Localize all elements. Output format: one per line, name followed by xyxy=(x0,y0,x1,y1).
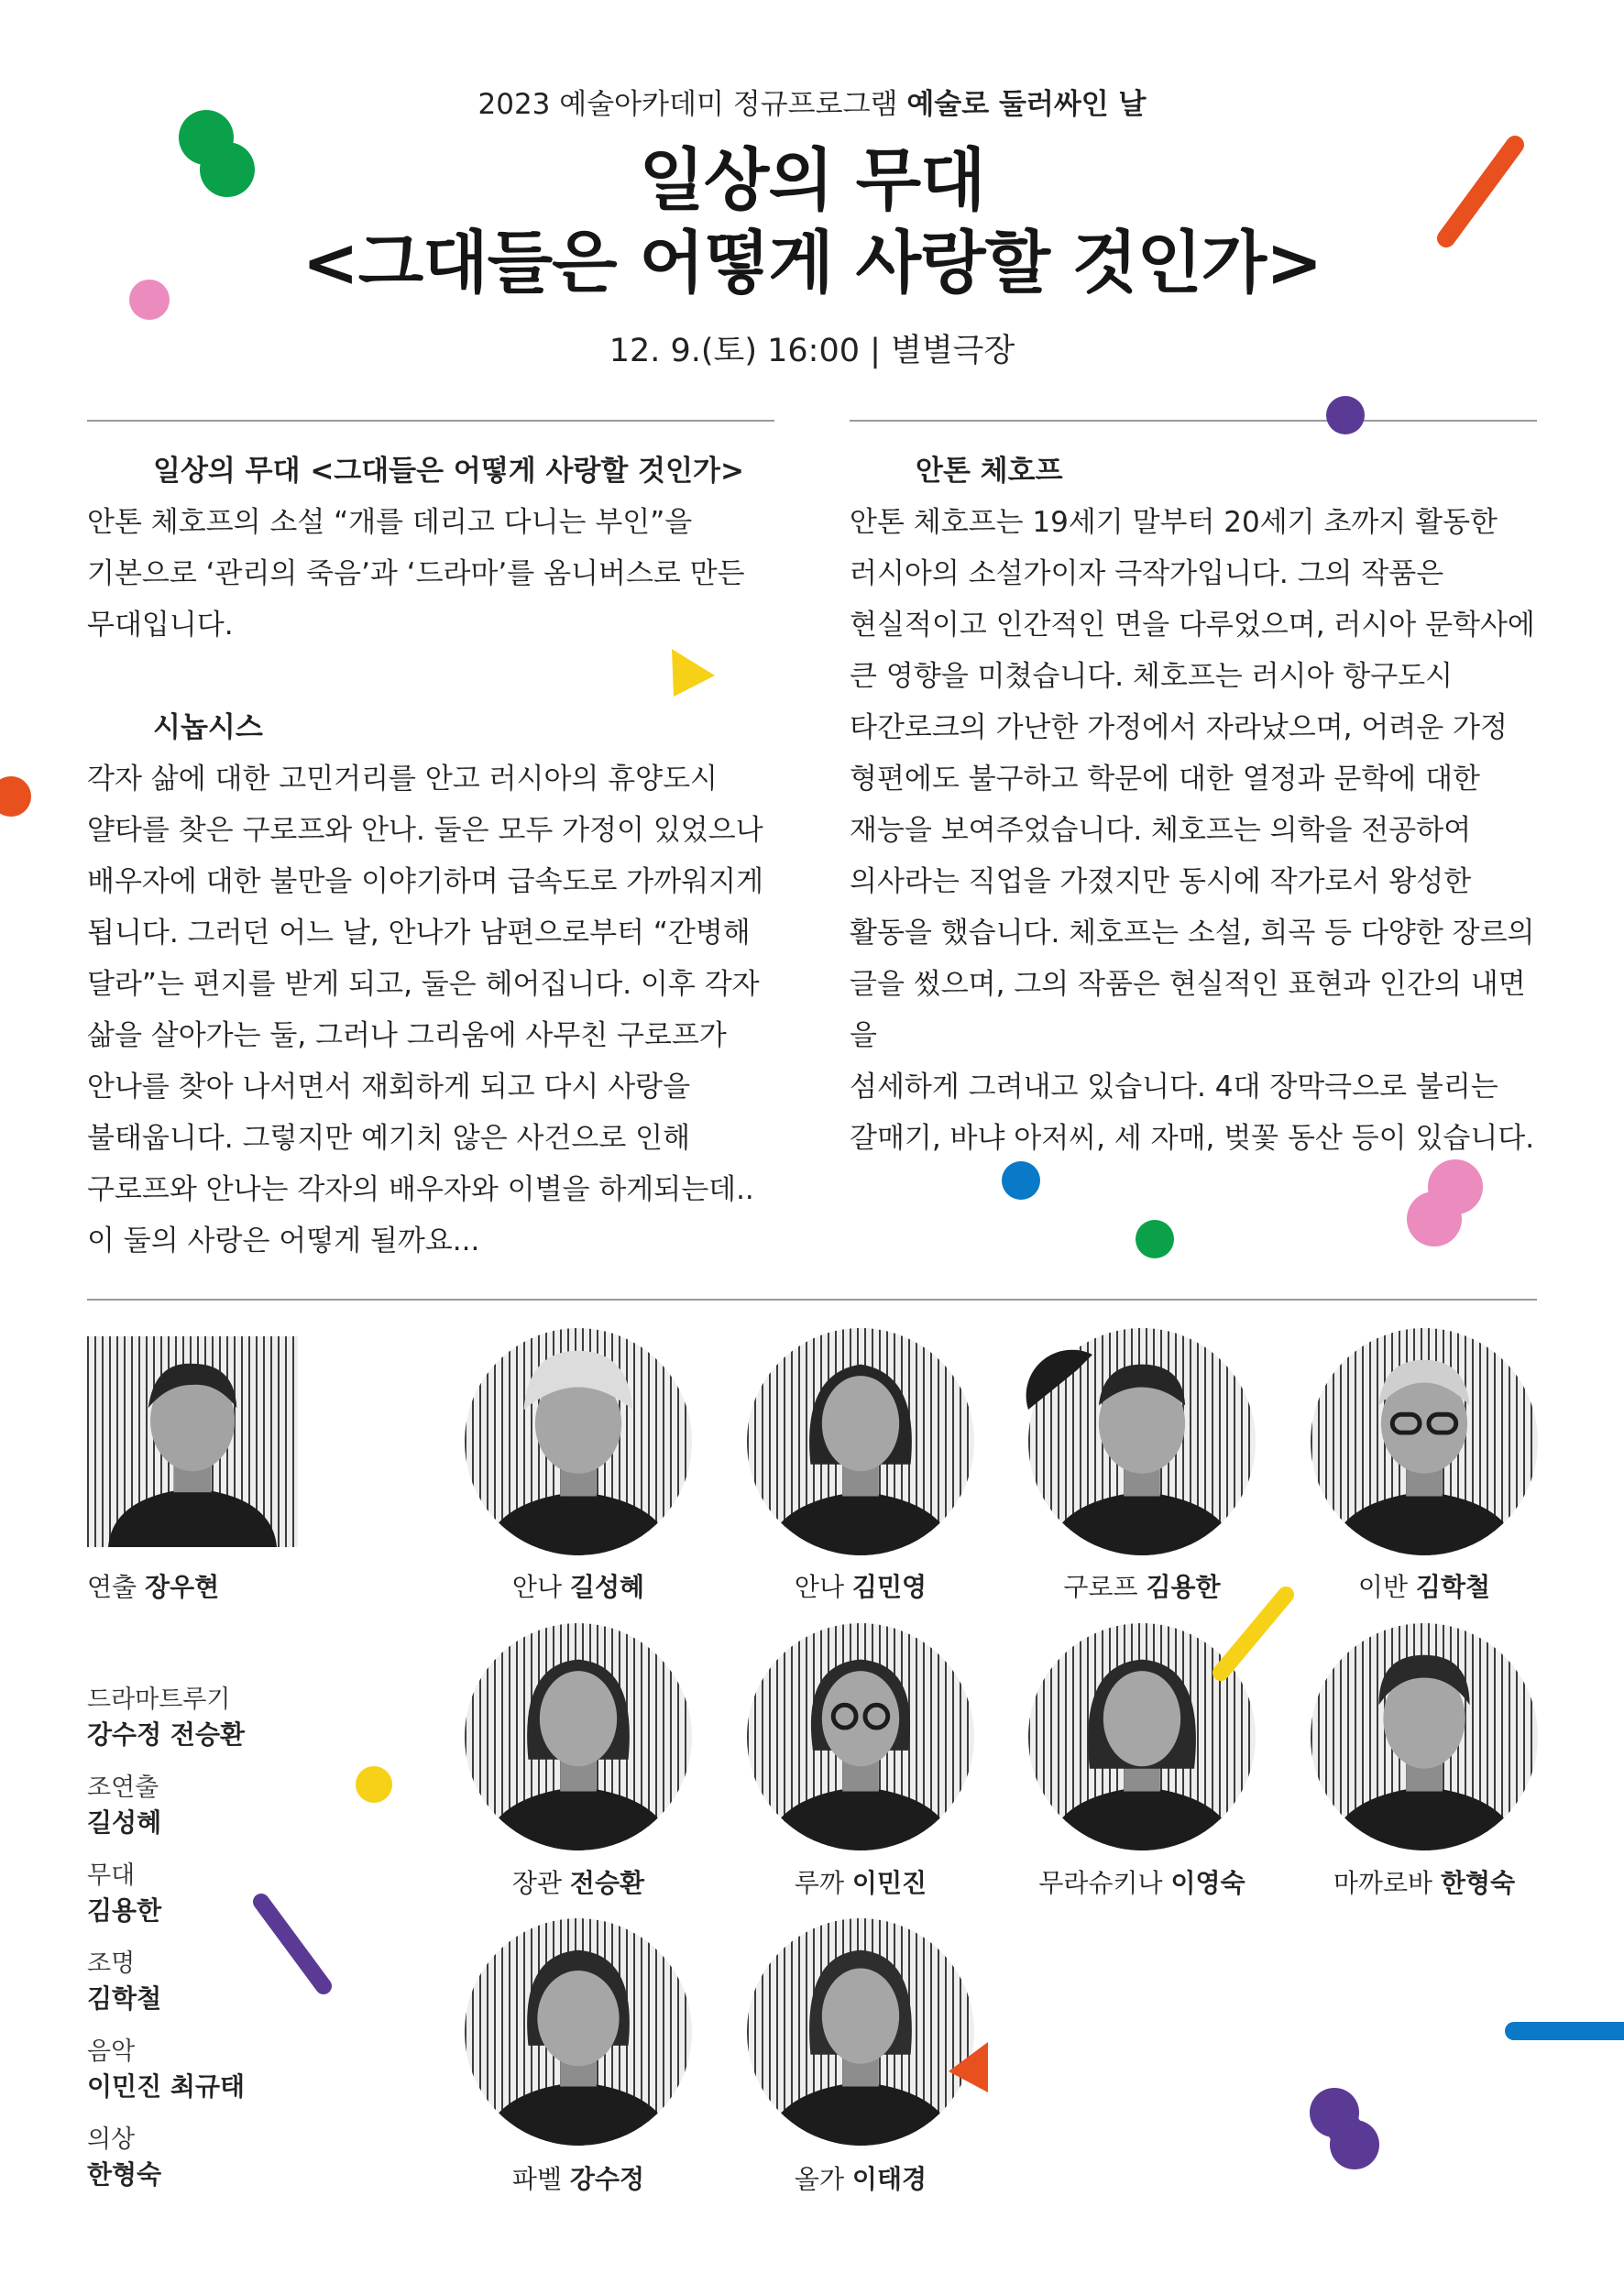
chekhov-line: 재능을 보여주었습니다. 체호프는 의학을 전공하여 xyxy=(850,814,1472,847)
credit-role: 무대 xyxy=(87,1861,136,1890)
cast-photo xyxy=(747,1623,974,1850)
right-column xyxy=(850,445,1546,1164)
credit-role: 조연출 xyxy=(87,1773,159,1802)
cast-caption: 장관 전승환 xyxy=(511,1868,645,1898)
credit-role: 조명 xyxy=(87,1949,136,1978)
yellow-dot-shape xyxy=(356,1766,392,1803)
synopsis-line: 얄타를 찾은 구로프와 안나. 둘은 모두 가정이 있었으나 xyxy=(87,814,763,847)
credit-names: 한형숙 xyxy=(87,2159,162,2190)
cast-caption: 구로프 김용한 xyxy=(1063,1572,1221,1602)
person-silhouette-icon xyxy=(465,1623,692,1850)
chekhov-line: 타간로크의 가난한 가정에서 자라났으며, 어려운 가정 xyxy=(850,711,1508,744)
cast-caption: 이반 김학철 xyxy=(1357,1572,1491,1602)
chekhov-line: 글을 썼으며, 그의 작품은 현실적인 표현과 인간의 내면을 xyxy=(850,968,1526,1052)
synopsis-heading: 시놉시스 xyxy=(153,711,263,744)
cast-photo xyxy=(465,1918,692,2146)
person-silhouette-icon xyxy=(1311,1328,1538,1555)
divider-left xyxy=(87,420,774,422)
director-caption xyxy=(87,1567,219,1604)
credit-role: 드라마트루기 xyxy=(87,1686,231,1714)
cast-caption: 파벨 강수정 xyxy=(511,2164,645,2194)
blue-dot-shape xyxy=(1002,1161,1040,1200)
cast-photo xyxy=(1311,1328,1538,1555)
cast-caption: 무라슈키나 이영숙 xyxy=(1038,1868,1245,1898)
chekhov-line: 큰 영향을 미쳤습니다. 체호프는 러시아 항구도시 xyxy=(850,660,1454,693)
title-line-1: 일상의 무대 xyxy=(639,141,985,220)
title-line-2: <그대들은 어떻게 사랑할 것인가> xyxy=(302,224,1322,302)
pink-blob-shape xyxy=(1407,1159,1483,1246)
intro-line: 무대입니다. xyxy=(87,609,234,642)
credit-role: 의상 xyxy=(87,2125,136,2154)
chekhov-line: 형편에도 불구하고 학문에 대한 열정과 문학에 대한 xyxy=(850,763,1480,796)
chekhov-line: 러시아의 소설가이자 극작가입니다. 그의 작품은 xyxy=(850,557,1444,590)
credit-names: 이민진 최규태 xyxy=(87,2071,246,2102)
director-photo xyxy=(87,1336,298,1547)
purple-stick-shape xyxy=(261,1902,324,1986)
person-silhouette-icon xyxy=(747,1918,974,2146)
credit-names: 김학철 xyxy=(87,1983,162,2014)
chekhov-line: 안톤 체호프는 19세기 말부터 20세기 초까지 활동한 xyxy=(850,506,1498,539)
cast-photo xyxy=(1028,1328,1256,1555)
director-role: 연출 xyxy=(87,1572,137,1602)
divider-right xyxy=(850,420,1537,422)
synopsis-line: 됩니다. 그러던 어느 날, 안나가 남편으로부터 “간병해 xyxy=(87,917,751,950)
cast-photo xyxy=(747,1918,974,2146)
synopsis-line: 구로프와 안나는 각자의 배우자와 이별을 하게되는데.. xyxy=(87,1173,754,1206)
cast-caption: 안나 길성혜 xyxy=(511,1572,645,1602)
cast-photo xyxy=(747,1328,974,1555)
chekhov-line: 갈매기, 바냐 아저씨, 세 자매, 벚꽃 동산 등이 있습니다. xyxy=(850,1122,1535,1155)
left-column xyxy=(87,445,784,1267)
cast-caption: 루까 이민진 xyxy=(794,1868,927,1898)
person-silhouette-icon xyxy=(1311,1623,1538,1850)
program-name: 2023 예술아카데미 정규프로그램 xyxy=(477,88,898,121)
intro-line: 기본으로 ‘관리의 죽음’과 ‘드라마’를 옴니버스로 만든 xyxy=(87,557,745,590)
program-series: 예술로 둘러싸인 날 xyxy=(906,88,1147,121)
purple-dot-shape xyxy=(1326,396,1365,434)
person-silhouette-icon xyxy=(1028,1623,1256,1850)
purple-blob-shape xyxy=(1310,2088,1379,2169)
cast-photo xyxy=(465,1623,692,1850)
chekhov-line: 의사라는 직업을 가졌지만 동시에 작가로서 왕성한 xyxy=(850,865,1472,898)
orange-dot-shape xyxy=(0,776,31,817)
cast-photo xyxy=(1311,1623,1538,1850)
chekhov-heading: 안톤 체호프 xyxy=(916,455,1063,488)
person-silhouette-icon xyxy=(465,1918,692,2146)
synopsis-line: 안나를 찾아 나서면서 재회하게 되고 다시 사랑을 xyxy=(87,1071,691,1104)
chekhov-line: 활동을 했습니다. 체호프는 소설, 희곡 등 다양한 장르의 xyxy=(850,917,1535,950)
event-subtitle xyxy=(0,81,1624,122)
chekhov-line: 섬세하게 그려내고 있습니다. 4대 장막극으로 불리는 xyxy=(850,1071,1498,1104)
cast-photo xyxy=(465,1328,692,1555)
synopsis-line: 삶을 살아가는 둘, 그러나 그리움에 사무친 구로프가 xyxy=(87,1019,727,1052)
credit-names: 강수정 전승환 xyxy=(87,1719,246,1750)
cast-caption: 올가 이태경 xyxy=(794,2164,927,2194)
synopsis-line: 배우자에 대한 불만을 이야기하며 급속도로 가까워지게 xyxy=(87,865,764,898)
divider-cast xyxy=(87,1299,1537,1301)
chekhov-line: 현실적이고 인간적인 면을 다루었으며, 러시아 문학사에 xyxy=(850,609,1535,642)
credits-list xyxy=(87,1683,245,2192)
synopsis-line: 각자 삶에 대한 고민거리를 안고 러시아의 휴양도시 xyxy=(87,763,718,796)
synopsis-line: 달라”는 편지를 받게 되고, 둘은 헤어집니다. 이후 각자 xyxy=(87,968,760,1001)
person-silhouette-icon xyxy=(465,1328,692,1555)
person-silhouette-icon xyxy=(87,1336,298,1547)
date-and-venue: 12. 9.(토) 16:00 | 별별극장 xyxy=(609,333,1015,369)
cast-caption: 안나 김민영 xyxy=(794,1572,927,1602)
green-dot-shape xyxy=(1136,1220,1174,1258)
cast-caption: 마까로바 한형숙 xyxy=(1333,1868,1516,1898)
credit-names: 길성혜 xyxy=(87,1807,162,1838)
person-silhouette-icon xyxy=(747,1328,974,1555)
credit-role: 음악 xyxy=(87,2037,136,2066)
person-silhouette-icon xyxy=(1028,1328,1256,1555)
synopsis-line: 이 둘의 사랑은 어떻게 될까요... xyxy=(87,1224,480,1257)
cast-photo xyxy=(1028,1623,1256,1850)
intro-heading: 일상의 무대 <그대들은 어떻게 사랑할 것인가> xyxy=(153,455,744,488)
intro-line: 안톤 체호프의 소설 “개를 데리고 다니는 부인”을 xyxy=(87,506,693,539)
synopsis-line: 불태웁니다. 그렇지만 예기치 않은 사건으로 인해 xyxy=(87,1122,691,1155)
director-name: 장우현 xyxy=(145,1572,220,1602)
person-silhouette-icon xyxy=(747,1623,974,1850)
credit-names: 김용한 xyxy=(87,1895,162,1926)
